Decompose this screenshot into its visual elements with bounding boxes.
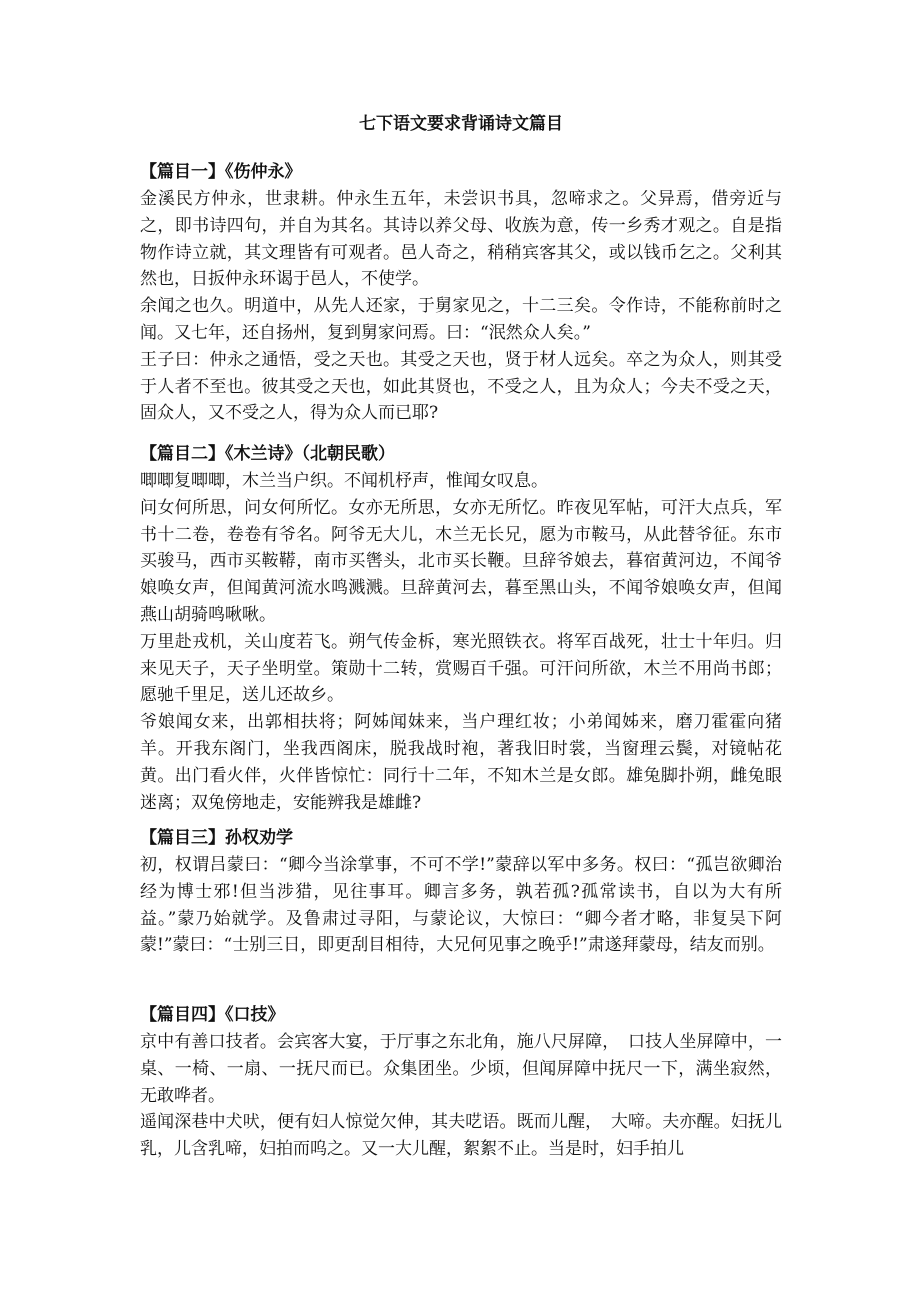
paragraph: 金溪民方仲永，世隶耕。仲永生五年，未尝识书具，忽啼求之。父异焉，借旁近与之，即书诗四句，并自为其名。其诗以养父母、收族为意，传一乡秀才观之。自是指物作诗立就，其文理皆有可观者。邑人奇之，稍稍宾客其父，或以钱币乞之。父利其然也，日扳仲永环谒于邑人，不使学。 <box>140 189 782 290</box>
section-heading: 【篇目二】《木兰诗》（北朝民歌） <box>140 444 395 464</box>
paragraph: 问女何所思，问女何所忆。女亦无所思，女亦无所忆。昨夜见军帖，可汗大点兵，军书十二卷，卷卷有爷名。阿爷无大儿，木兰无长兄，愿为市鞍马，从此替爷征。东市买骏马，西市买鞍鞯，南市买辔头，北市买长鞭。旦辞爷娘去，暮宿黄河边，不闻爷娘唤女声，但闻黄河流水鸣溅溅。旦辞黄河去，暮至黑山头，不闻爷娘唤女声，但闻燕山胡骑鸣啾啾。 <box>140 497 782 625</box>
section-shang-zhongyong <box>140 160 782 427</box>
section-mulan-shi <box>140 442 782 816</box>
paragraph: 遥闻深巷中犬吠，便有妇人惊觉欠伸，其夫呓语。既而儿醒， 大啼。夫亦醒。妇抚儿乳，儿含乳啼，妇拍而呜之。又一大儿醒，絮絮不止。当是时，妇手拍儿 <box>140 1112 782 1160</box>
section-heading: 【篇目三】孙权劝学 <box>140 828 293 848</box>
section-heading: 【篇目四】《口技》 <box>140 1005 285 1025</box>
paragraph: 京中有善口技者。会宾客大宴，于厅事之东北角，施八尺屏障， 口技人坐屏障中，一桌、一椅、一扇、一抚尺而已。众集团坐。少顷，但闻屏障中抚尺一下，满坐寂然，无敢哗者。 <box>140 1032 782 1106</box>
paragraph: 王子曰：仲永之通悟，受之天也。其受之天也，贤于材人远矣。卒之为众人，则其受于人者不至也。彼其受之天也，如此其贤也，不受之人，且为众人；今夫不受之天，固众人，又不受之人，得为众人而已耶? <box>140 349 782 424</box>
section-heading: 【篇目一】《伤仲永》 <box>140 162 302 182</box>
paragraph: 初，权谓吕蒙曰：“卿今当涂掌事，不可不学!”蒙辞以军中多务。权曰：“孤岂欲卿治经为博士邪!但当涉猎，见往事耳。卿言多务，孰若孤?孤常读书，自以为大有所益。”蒙乃始就学。及鲁肃过寻阳，与蒙论议，大惊曰：“卿今者才略，非复吴下阿蒙!”蒙曰：“士别三日，即更刮目相待，大兄何见事之晚乎!”肃遂拜蒙母，结友而别。 <box>140 855 782 956</box>
section-kouji <box>140 1003 782 1163</box>
paragraph: 唧唧复唧唧，木兰当户织。不闻机杼声，惟闻女叹息。 <box>140 471 548 491</box>
document-title: 七下语文要求背诵诗文篇目 <box>359 114 563 134</box>
section-sunquan-quanxue <box>140 826 782 959</box>
paragraph: 万里赴戎机，关山度若飞。朔气传金柝，寒光照铁衣。将军百战死，壮士十年归。归来见天子，天子坐明堂。策勋十二转，赏赐百千强。可汗问所欲，木兰不用尚书郎；愿驰千里足，送儿还故乡。 <box>140 631 782 706</box>
paragraph: 余闻之也久。明道中，从先人还家，于舅家见之，十二三矣。令作诗，不能称前时之闻。又七年，还自扬州，复到舅家问焉。曰：“泯然众人矣。” <box>140 296 782 343</box>
paragraph: 爷娘闻女来，出郭相扶将；阿姊闻妹来，当户理红妆；小弟闻姊来，磨刀霍霍向猪羊。开我东阁门，坐我西阁床，脱我战时袍，著我旧时裳，当窗理云鬓，对镜帖花黄。出门看火伴，火伴皆惊忙：同行十二年，不知木兰是女郎。雄兔脚扑朔，雌兔眼迷离；双兔傍地走，安能辨我是雄雌? <box>140 712 782 813</box>
